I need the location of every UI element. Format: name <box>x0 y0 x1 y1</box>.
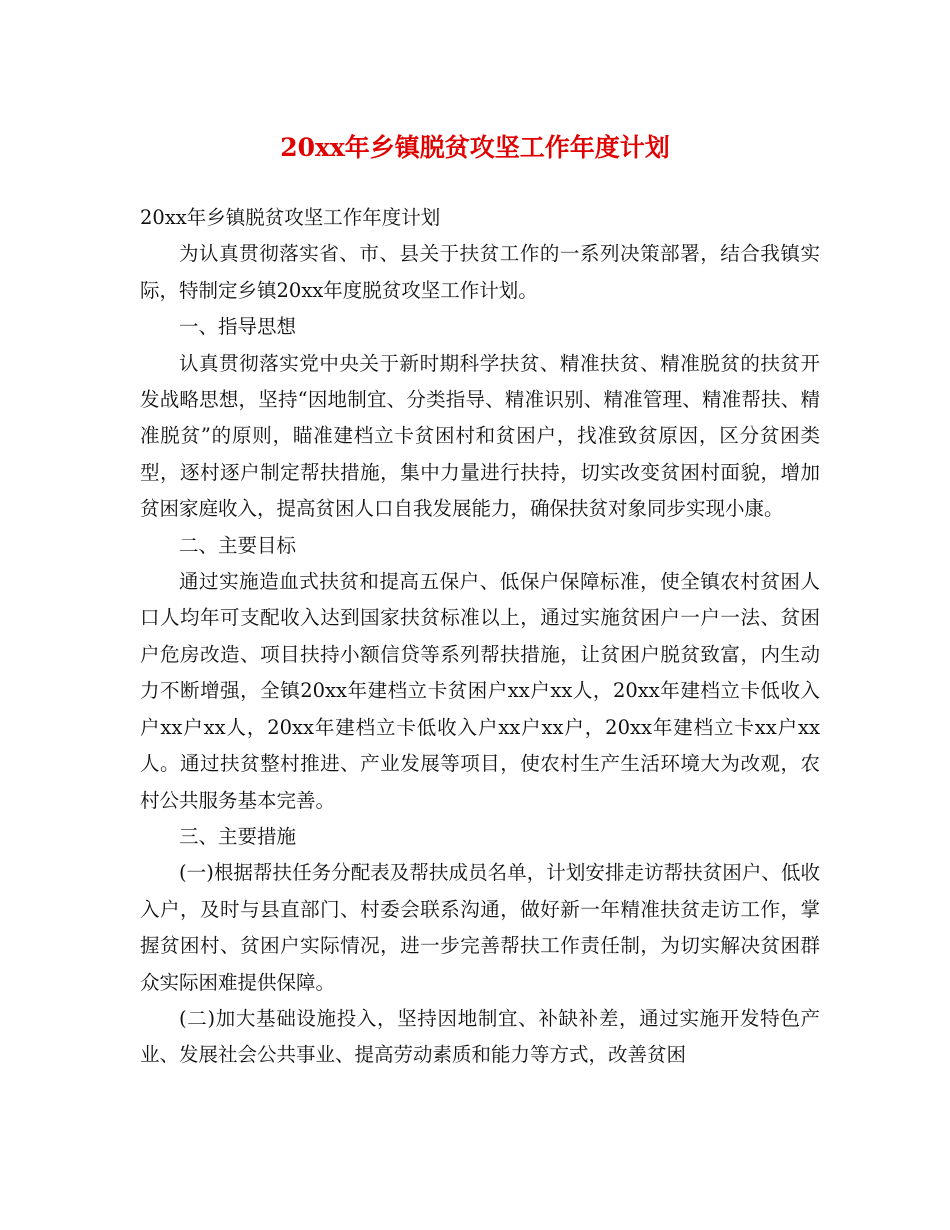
paragraph-measure-1: (一)根据帮扶任务分配表及帮扶成员名单，计划安排走访帮扶贫困户、低收入户，及时与县直部门、村委会联系沟通，做好新一年精准扶贫走访工作，掌握贫困村、贫困户实际情况，进一步完善帮扶工作责任制，为切实解决贫困群众实际困难提供保障。 <box>140 861 820 994</box>
document-body <box>140 200 820 1074</box>
paragraph-measure-2: (二)加大基础设施投入，坚持因地制宜、补缺补差，通过实施开发特色产业、发展社会公共事业、提高劳动素质和能力等方式，改善贫困 <box>140 1006 820 1067</box>
section-heading-main-goals: 二、主要目标 <box>179 533 297 557</box>
paragraph-guiding-ideology: 认真贯彻落实党中央关于新时期科学扶贫、精准扶贫、精准脱贫的扶贫开发战略思想，坚持“因地制宜、分类指导、精准识别、精准管理、精准帮扶、精准脱贫”的原则，瞄准建档立卡贫困村和贫困户，找准致贫原因，区分贫困类型，逐村逐户制定帮扶措施，集中力量进行扶持，切实改变贫困村面貌，增加贫困家庭收入，提高贫困人口自我发展能力，确保扶贫对象同步实现小康。 <box>140 351 820 521</box>
document-title: 20xx年乡镇脱贫攻坚工作年度计划 <box>280 133 670 162</box>
paragraph-subtitle: 20xx年乡镇脱贫攻坚工作年度计划 <box>140 206 441 229</box>
section-heading-main-measures: 三、主要措施 <box>179 824 297 848</box>
paragraph-main-goals: 通过实施造血式扶贫和提高五保户、低保户保障标准，使全镇农村贫困人口人均年可支配收入达到国家扶贫标准以上，通过实施贫困户一户一法、贫困户危房改造、项目扶持小额信贷等系列帮扶措施，让贫困户脱贫致富，内生动力不断增强，全镇20xx年建档立卡贫困户xx户xx人，20xx年建档立卡低收入户xx户xx人，20xx年建档立卡低收入户xx户xx户，20xx年建档立卡xx户xx人。通过扶贫整村推进、产业发展等项目，使农村生产生活环境大为改观，农村公共服务基本完善。 <box>140 570 820 812</box>
paragraph-intro: 为认真贯彻落实省、市、县关于扶贫工作的一系列决策部署，结合我镇实际，特制定乡镇20xx年度脱贫攻坚工作计划。 <box>140 242 820 302</box>
section-heading-guiding-ideology: 一、指导思想 <box>179 315 297 339</box>
